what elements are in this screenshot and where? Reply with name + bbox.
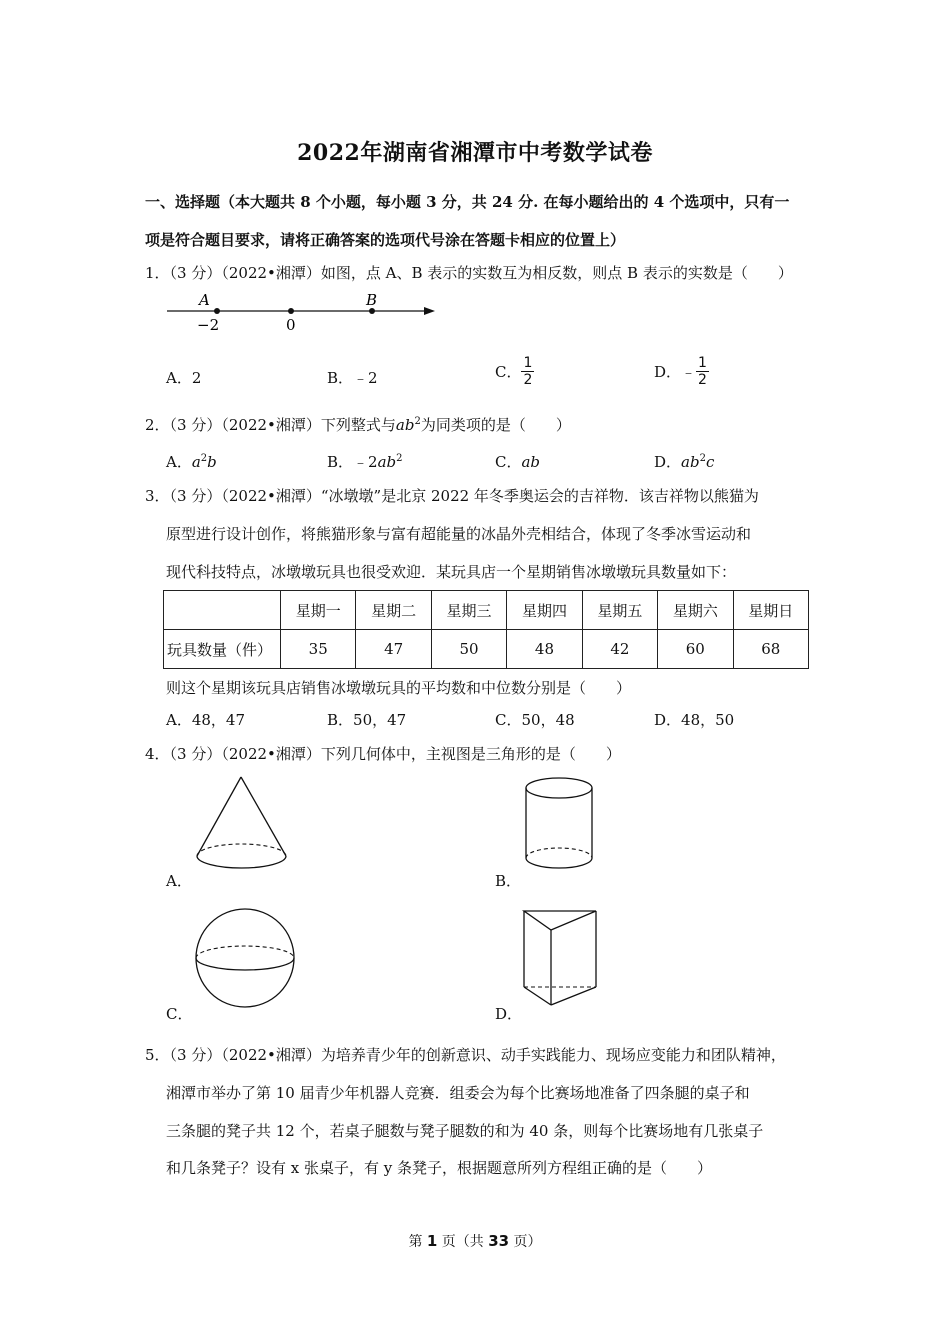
math-term: ab (521, 453, 541, 471)
question-text: （3 分）（2022•湘潭）下列几何体中，主视图是三角形的是（ ） (169, 745, 621, 763)
exponent: 2 (396, 453, 403, 464)
section-heading-line2: 项是符合题目要求，请将正确答案的选项代号涂在答题卡相应的位置上） (145, 231, 626, 249)
table-cell: 47 (356, 630, 431, 669)
table-header-cell: 星期三 (431, 591, 506, 630)
triangular-prism-figure (522, 908, 602, 1008)
q4-option-b[interactable]: B． (495, 872, 522, 890)
fraction (521, 355, 534, 388)
question-text-tail: 为同类项的是（ ） (420, 416, 571, 434)
q1-option-a[interactable]: A．2 (166, 369, 202, 387)
q2-option-c[interactable] (495, 451, 540, 472)
label-a: A (199, 291, 210, 309)
q4-option-d[interactable]: D． (495, 1005, 523, 1023)
question-5-line2: 湘潭市举办了第 10 届青少年机器人竞赛．组委会为每个比赛场地准备了四条腿的桌子和 (166, 1084, 750, 1102)
q4-option-c[interactable]: C． (166, 1005, 193, 1023)
math-term: ab (395, 416, 415, 434)
table-cell: 68 (733, 630, 808, 669)
question-5-line3: 三条腿的凳子共 12 个，若桌子腿数与凳子腿数的和为 40 条，则每个比赛场地有几张桌子 (166, 1122, 764, 1140)
table-header-cell (164, 591, 281, 630)
table-row (164, 630, 809, 669)
q3-option-a[interactable]: A．48，47 (166, 711, 246, 729)
question-number: 1． (145, 264, 170, 282)
math-tail: b (207, 453, 217, 471)
question-3-line3: 现代科技特点，冰墩墩玩具也很受欢迎．某玩具店一个星期销售冰墩墩玩具数量如下： (166, 563, 737, 581)
point-zero (288, 308, 294, 314)
question-number: 5． (145, 1046, 170, 1064)
question-1 (145, 262, 793, 283)
footer-middle: 页（共 (437, 1234, 489, 1250)
question-3 (145, 485, 759, 506)
cone-figure (195, 775, 295, 875)
question-text: （3 分）（2022•湘潭）“冰墩墩”是北京 2022 年冬季奥运会的吉祥物．该吉祥物以熊猫为 (169, 487, 759, 505)
question-3-after: 则这个星期该玩具店销售冰墩墩玩具的平均数和中位数分别是（ ） (166, 679, 632, 697)
option-label: C． (495, 453, 522, 471)
table-cell: 35 (281, 630, 356, 669)
q3-option-d[interactable]: D．48，50 (654, 711, 735, 729)
arrow-head-icon (424, 307, 435, 315)
question-number: 3． (145, 487, 170, 505)
question-number: 2． (145, 416, 170, 434)
denominator: 2 (698, 372, 707, 388)
current-page-number: 1 (426, 1232, 438, 1250)
q2-option-b[interactable] (327, 451, 403, 472)
table-header-cell: 星期五 (582, 591, 657, 630)
option-label: B．﹣2 (327, 453, 378, 471)
table-header-cell: 星期一 (281, 591, 356, 630)
q4-option-a[interactable]: A． (166, 872, 192, 890)
number-line-figure (165, 290, 445, 335)
question-5 (145, 1044, 786, 1065)
page-title: 2022年湖南省湘潭市中考数学试卷 (297, 140, 653, 166)
math-tail: c (705, 453, 715, 471)
sphere-figure (193, 907, 303, 1012)
table-header-cell: 星期二 (356, 591, 431, 630)
table-header-cell: 星期六 (658, 591, 733, 630)
label-b: B (366, 291, 378, 309)
math-base: a (191, 453, 201, 471)
numerator: 1 (523, 355, 533, 371)
q3-option-c[interactable]: C．50，48 (495, 711, 575, 729)
q1-option-b[interactable]: B．﹣2 (327, 369, 378, 387)
q3-option-b[interactable]: B．50，47 (327, 711, 407, 729)
q2-option-a[interactable] (166, 451, 217, 472)
question-text: （3 分）（2022•湘潭）下列整式与 (169, 416, 396, 434)
total-pages: 33 (488, 1232, 510, 1250)
q1-option-d[interactable] (654, 355, 709, 388)
question-3-line2: 原型进行设计创作，将熊猫形象与富有超能量的冰晶外壳相结合，体现了冬季冰雪运动和 (166, 525, 752, 543)
page-footer (0, 1231, 950, 1251)
tick-label-0: 0 (286, 316, 296, 334)
numerator: 1 (698, 355, 707, 371)
exponent: 2 (200, 453, 208, 464)
footer-prefix: 第 (408, 1234, 427, 1250)
option-label: A． (166, 453, 192, 471)
option-label: C． (495, 363, 522, 381)
table-cell: 50 (431, 630, 506, 669)
table-header-cell: 星期四 (507, 591, 582, 630)
sales-table (163, 590, 809, 669)
cylinder-figure (525, 776, 600, 876)
table-header-cell: 星期日 (733, 591, 808, 630)
question-5-line4: 和几条凳子？设有 x 张桌子，有 y 条凳子，根据题意所列方程组正确的是（ ） (166, 1159, 713, 1177)
question-text: （3 分）（2022•湘潭）如图，点 A、B 表示的实数互为相反数，则点 B 表示的实数是（ ） (169, 264, 793, 282)
point-a (214, 308, 220, 314)
tick-label-neg2: −2 (197, 316, 220, 334)
fraction (696, 355, 709, 388)
option-label: D．﹣ (654, 363, 697, 381)
table-cell: 42 (582, 630, 657, 669)
q1-option-c[interactable] (495, 355, 534, 388)
question-4 (145, 743, 621, 764)
q2-option-d[interactable] (654, 451, 714, 472)
math-base: ab (681, 453, 700, 471)
question-text: （3 分）（2022•湘潭）为培养青少年的创新意识、动手实践能力、现场应变能力和团队精神， (169, 1046, 786, 1064)
table-cell: 48 (507, 630, 582, 669)
table-cell: 60 (658, 630, 733, 669)
section-heading-line1: 一、选择题（本大题共 8 个小题，每小题 3 分，共 24 分. 在每小题给出的 4 个选项中，只有一 (145, 193, 790, 211)
footer-suffix: 页） (509, 1234, 542, 1250)
table-row-label: 玩具数量（件） (164, 630, 281, 669)
option-label: D． (654, 453, 682, 471)
table-header-row (164, 591, 809, 630)
math-base: ab (377, 453, 397, 471)
denominator: 2 (523, 372, 533, 388)
question-number: 4． (145, 745, 170, 763)
exponent: 2 (699, 453, 706, 464)
exponent: 2 (414, 416, 421, 427)
question-2 (145, 414, 571, 435)
